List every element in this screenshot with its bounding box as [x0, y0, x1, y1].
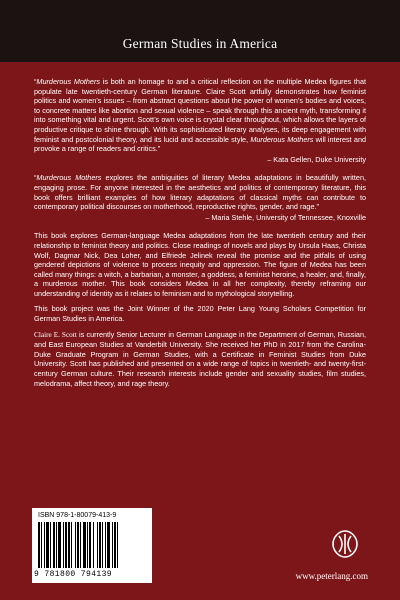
- barcode-bar: [87, 522, 88, 568]
- barcode-digits: 9 781800 794139: [34, 570, 113, 579]
- barcode-bar: [68, 522, 70, 568]
- barcode-icon: [38, 522, 146, 570]
- barcode-bar: [50, 522, 51, 568]
- barcode-bar: [56, 522, 57, 568]
- barcode-bar: [65, 522, 67, 568]
- book-description: This book explores German-language Medea adaptations from the late twentieth century and their relationship to feminist theory and politics. Close readings of novels and plays by Ursula Haas, Christa Wolf, Dagmar Nick, Dea Loher, and Elfriede Jelinek reveal the promise and the pitfalls of using gendered depictions of violence to process inequity and oppression. The figure of Medea has been called many things: a witch, a barbarian, a monster, a goddess, a feminist heroine, a healer, and, finally, a murderous mother. This book considers Medea in all her complexity, thereby reframing our understanding of identity as it relates to feminism and to mythological storytelling.: [34, 231, 366, 298]
- header-band: [0, 0, 400, 62]
- barcode-bar: [99, 522, 101, 568]
- series-title: German Studies in America: [122, 36, 278, 51]
- back-cover-text: [34, 77, 366, 388]
- barcode-bar: [102, 522, 103, 568]
- barcode-bar: [44, 522, 45, 568]
- barcode-bar: [71, 522, 72, 568]
- award-note: This book project was the Joint Winner of the 2020 Peter Lang Young Scholars Competition for German Studies in America.: [34, 304, 366, 324]
- barcode-bar: [46, 522, 49, 568]
- quote-1-book-title: Murderous Mothers: [36, 77, 101, 86]
- author-bio: [34, 330, 366, 389]
- quote-1-book-title-2: Murderous Mothers: [250, 134, 314, 144]
- barcode-bar: [83, 522, 86, 568]
- barcode-bar: [80, 522, 81, 568]
- author-name: Claire E. Scott: [34, 330, 77, 339]
- isbn-label: ISBN 978-1-80079-413-9: [38, 512, 117, 519]
- barcode-bar: [75, 522, 76, 568]
- quote-2-body: explores the ambiguities of literary Medea adaptations in beautifully written, engaging prose. For anyone interested in the aesthetics and politics of contemporary literature, this book offers brilliant examples of how literary adaptations of classical myths can contribute to contemporary political discourses on motherhood, reproductive rights, gender, and rage.”: [34, 173, 366, 212]
- quote-2-book-title: Murderous Mothers: [36, 173, 102, 183]
- peter-lang-logo-icon: [327, 526, 363, 562]
- barcode-bar: [41, 522, 42, 568]
- author-bio-text: is currently Senior Lecturer in German Language in the Department of German, Russian, and East European Studies at Vanderbilt University. She received her PhD in 2017 from the Carolina-Duke Graduate Program in German Studies, with a Certificate in Feminist Studies from Duke University. Scott has published and presented on a wide range of topics in twentieth- and twenty-first-century German culture. Their research interests include gender and sexuality studies, film studies, melodrama, affect theory, and rage theory.: [34, 329, 367, 388]
- quote-2: “Murderous Mothers explores the ambiguities of literary Medea adaptations in beautifully written, engaging prose. For anyone interested in the aesthetics and politics of contemporary literature, this book offers brilliant examples of how literary adaptations of classical myths can contribute to contemporary political discourses on motherhood, reproductive rights, gender, and rage.”: [34, 173, 366, 212]
- barcode-bar: [107, 522, 110, 568]
- barcode-bar: [77, 522, 79, 568]
- quote-1-attribution: – Kata Gellen, Duke University: [267, 154, 366, 164]
- quote-1-end: will interest and provoke a range of readers and critics.”: [34, 134, 367, 154]
- barcode-bar: [93, 522, 94, 568]
- quote-2-attribution: – Maria Stehle, University of Tennessee, Knoxville: [205, 212, 366, 222]
- barcode-bar: [117, 522, 118, 568]
- barcode-bar: [97, 522, 98, 568]
- barcode-bar: [53, 522, 55, 568]
- quote-1: “Murderous Mothers is both an homage to and a critical reflection on the multiple Medea figures that populate late twentieth-century German literature. Claire Scott artfully demonstrates how feminist politics and women’s issues – from abstract questions about the power of women’s bodies and voices, to concrete matters like abortion and sexual violence – speak through this ancient myth, transforming it into something vital and urgent. Scott’s own voice is crystal clear throughout, which allows the layers of productive critique to shine through. With its sophisticated literary analyses, its deep engagement with feminist and postcolonial theory, and its lucid and accessible style, Murderous Mothers will interest and provoke a range of readers and critics.”: [34, 77, 367, 154]
- barcode-bar: [114, 522, 116, 568]
- barcode-bar: [105, 522, 106, 568]
- barcode-bar: [38, 522, 40, 568]
- barcode-bar: [58, 522, 61, 568]
- barcode-box: [32, 508, 152, 583]
- barcode-bar: [112, 522, 113, 568]
- barcode-bar: [63, 522, 64, 568]
- publisher-url: www.peterlang.com: [295, 571, 368, 581]
- barcode-bar: [89, 522, 91, 568]
- quote-1-body: is both an homage to and a critical reflection on the multiple Medea figures that populate late twentieth-century German literature. Claire Scott artfully demonstrates how feminist politics and women’s issues – from abstract questions about the power of women’s bodies and voices, to concrete matters like abortion and sexual violence – speak through this ancient myth, transforming it into something vital and urgent. Scott’s own voice is crystal clear throughout, which allows the layers of productive critique to shine through. With its sophisticated literary analyses, its deep engagement with feminist and postcolonial theory, and its lucid and accessible style,: [34, 77, 367, 144]
